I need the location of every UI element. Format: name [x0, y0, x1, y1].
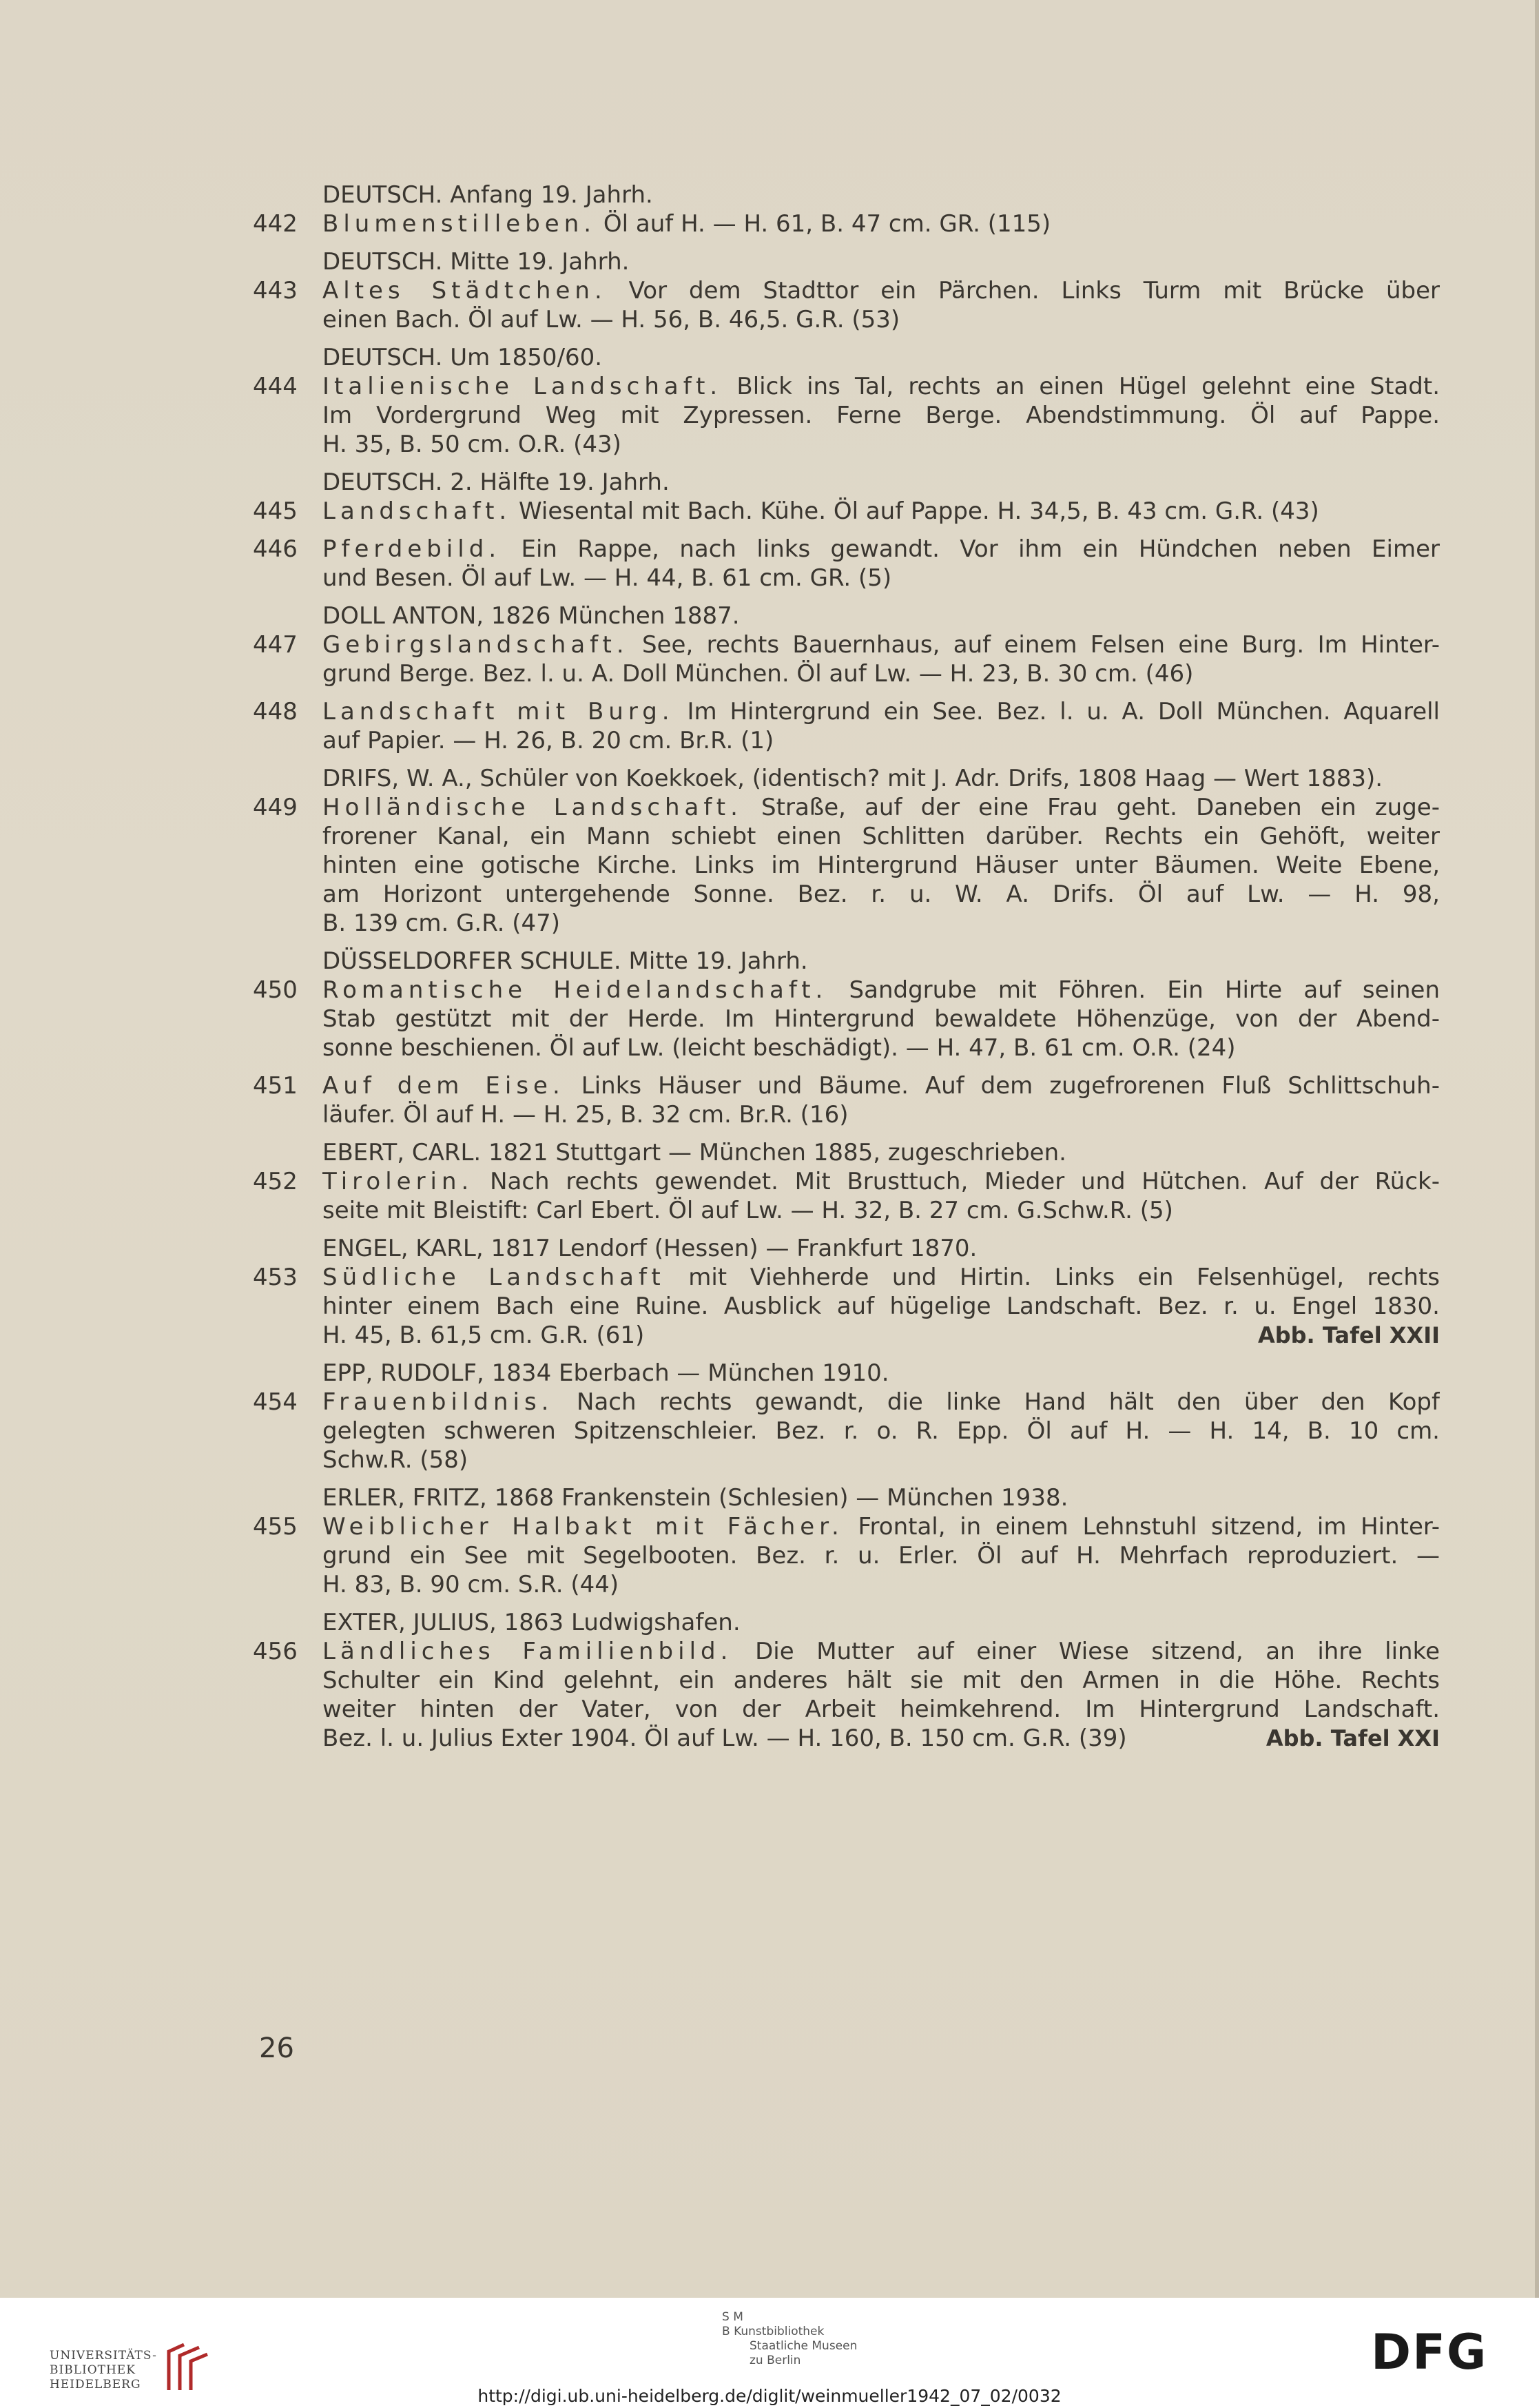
lot-number: 444	[253, 373, 298, 400]
library-mark-icon	[165, 2342, 213, 2391]
entry-line	[255, 909, 1440, 938]
viewer-footer	[0, 2298, 1539, 2408]
plate-reference: Abb. Tafel XXI	[1266, 1725, 1440, 1751]
artist-name: EPP, RUDOLF, 1834 Eberbach — München 1910.	[322, 1359, 889, 1387]
entry-line	[255, 372, 1440, 401]
artist-heading	[255, 468, 1440, 497]
entry-text: läufer. Öl auf H. — H. 25, B. 32 cm. Br.R. (16)	[322, 1101, 849, 1129]
artwork-title: Holländische Landschaft.	[322, 794, 743, 821]
entry-text: Im Vordergrund Weg mit Zypressen. Ferne Berge. Abendstimmung. Öl auf Pappe.	[322, 402, 1440, 429]
artwork-details: mit Viehherde und Hirtin. Links ein Felsenhügel, rechts	[665, 1264, 1440, 1291]
entry-text: H. 45, B. 61,5 cm. G.R. (61)	[322, 1321, 645, 1349]
artwork-title: Gebirgslandschaft.	[322, 631, 629, 659]
artist-name: DÜSSELDORFER SCHULE. Mitte 19. Jahrh.	[322, 947, 808, 975]
catalogue-entry	[255, 697, 1440, 755]
entry-line	[255, 1512, 1440, 1541]
entry-text: einen Bach. Öl auf Lw. — H. 56, B. 46,5. G.R. (53)	[322, 306, 900, 333]
catalogue-entry	[255, 247, 1440, 334]
artist-name: DOLL ANTON, 1826 München 1887.	[322, 602, 740, 630]
entry-line	[255, 1263, 1440, 1292]
catalogue-entry	[255, 1138, 1440, 1225]
entry-description	[322, 976, 1440, 1005]
entry-spacer	[255, 755, 1440, 764]
lot-number: 451	[253, 1072, 298, 1100]
entry-line	[255, 1637, 1440, 1666]
entry-line	[255, 401, 1440, 430]
entry-line	[255, 1071, 1440, 1100]
entry-spacer	[255, 1062, 1440, 1071]
catalogue-entry	[255, 601, 1440, 688]
entry-spacer	[255, 1350, 1440, 1359]
entry-text: Schulter ein Kind gelehnt, ein anderes hält sie mit den Armen in die Höhe. Rechts	[322, 1667, 1440, 1694]
artwork-title: Frauenbildnis.	[322, 1388, 554, 1416]
entry-line	[255, 1695, 1440, 1724]
entry-description	[322, 793, 1440, 822]
artwork-title: Weiblicher Halbakt mit Fächer.	[322, 1513, 844, 1541]
entry-description	[322, 1263, 1440, 1292]
lot-number: 447	[253, 631, 298, 659]
lot-number: 454	[253, 1388, 298, 1416]
catalogue-entry	[255, 535, 1440, 593]
catalogue-entry	[255, 468, 1440, 526]
artwork-title: Italienische Landschaft.	[322, 373, 723, 400]
entry-text: gelegten schweren Spitzenschleier. Bez. r. o. R. Epp. Öl auf H. — H. 14, B. 10 cm.	[322, 1417, 1440, 1445]
artist-heading	[255, 1359, 1440, 1388]
entry-line	[255, 276, 1440, 305]
entry-spacer	[255, 938, 1440, 947]
lot-number: 452	[253, 1168, 298, 1195]
artist-name: DRIFS, W. A., Schüler von Koekkoek, (identisch? mit J. Adr. Drifs, 1808 Haag — Wert 1883).	[322, 765, 1383, 792]
entry-line	[255, 305, 1440, 334]
entry-spacer	[255, 459, 1440, 468]
entry-line	[255, 697, 1440, 726]
dfg-logo-text: DFG	[1371, 2329, 1488, 2373]
lot-number: 453	[253, 1264, 298, 1291]
plate-reference: Abb. Tafel XXII	[1257, 1322, 1440, 1348]
artwork-details: Sandgrube mit Föhren. Ein Hirte auf seinen	[827, 976, 1440, 1004]
lot-number: 443	[253, 277, 298, 305]
entry-line	[255, 1196, 1440, 1225]
heidelberg-library-logo[interactable]	[23, 2318, 196, 2391]
artwork-details: Die Mutter auf einer Wiese sitzend, an ihre linke	[732, 1638, 1440, 1665]
entry-line	[255, 1005, 1440, 1033]
entry-text: H. 35, B. 50 cm. O.R. (43)	[322, 431, 621, 458]
entry-text: B. 139 cm. G.R. (47)	[322, 909, 561, 937]
artwork-title: Altes Städtchen.	[322, 277, 607, 305]
entry-line	[255, 535, 1440, 564]
lot-number: 445	[253, 497, 298, 525]
entry-line	[255, 822, 1440, 851]
entry-line	[255, 1724, 1440, 1753]
artwork-details: Ein Rappe, nach links gewandt. Vor ihm ein Hündchen neben Eimer	[501, 535, 1440, 563]
entry-line	[255, 1321, 1440, 1350]
entry-line	[255, 1292, 1440, 1321]
entry-line	[255, 497, 1440, 526]
entry-text: auf Papier. — H. 26, B. 20 cm. Br.R. (1)	[322, 727, 774, 754]
entry-spacer	[255, 1225, 1440, 1234]
artwork-title: Südliche Landschaft	[322, 1264, 665, 1291]
entry-line	[255, 430, 1440, 459]
entry-description	[322, 1167, 1440, 1196]
lot-number: 442	[253, 210, 298, 238]
artist-heading	[255, 1234, 1440, 1263]
entry-text: am Horizont untergehende Sonne. Bez. r. u. W. A. Drifs. Öl auf Lw. — H. 98,	[322, 881, 1440, 908]
entry-description	[322, 276, 1440, 305]
artist-name: ERLER, FRITZ, 1868 Frankenstein (Schlesien) — München 1938.	[322, 1484, 1068, 1512]
artist-heading	[255, 1138, 1440, 1167]
entry-line	[255, 1167, 1440, 1196]
entry-spacer	[255, 238, 1440, 247]
entry-spacer	[255, 1474, 1440, 1483]
entry-line	[255, 1100, 1440, 1129]
dfg-logo[interactable]	[1371, 2329, 1509, 2373]
artist-name: DEUTSCH. 2. Hälfte 19. Jahrh.	[322, 469, 670, 496]
entry-text: grund Berge. Bez. l. u. A. Doll München. Öl auf Lw. — H. 23, B. 30 cm. (46)	[322, 660, 1194, 688]
artwork-details: Öl auf H. — H. 61, B. 47 cm. GR. (115)	[596, 210, 1051, 238]
library-name: UNIVERSITÄTS- BIBLIOTHEK HEIDELBERG	[50, 2349, 157, 2391]
entry-description	[322, 1071, 1440, 1100]
lot-number: 448	[253, 698, 298, 726]
entry-line	[255, 1445, 1440, 1474]
entry-spacer	[255, 593, 1440, 601]
catalogue-entry	[255, 1483, 1440, 1599]
catalogue-entry	[255, 1359, 1440, 1474]
artist-heading	[255, 343, 1440, 372]
artist-heading	[255, 601, 1440, 630]
artist-heading	[255, 764, 1440, 793]
entry-line	[255, 1388, 1440, 1417]
entry-text: hinten eine gotische Kirche. Links im Hintergrund Häuser unter Bäumen. Weite Ebene,	[322, 852, 1440, 879]
entry-line	[255, 564, 1440, 593]
artwork-title: Tirolerin.	[322, 1168, 474, 1195]
artwork-title: Romantische Heidelandschaft.	[322, 976, 828, 1004]
catalogue-entries	[255, 181, 1440, 1753]
catalogue-entry	[255, 343, 1440, 459]
artist-heading	[255, 1483, 1440, 1512]
artwork-title: Landschaft.	[322, 497, 512, 525]
entry-text: H. 83, B. 90 cm. S.R. (44)	[322, 1571, 619, 1598]
entry-line	[255, 851, 1440, 880]
artwork-details: Im Hintergrund ein See. Bez. l. u. A. Doll München. Aquarell	[674, 698, 1440, 726]
artwork-title: Blumenstilleben.	[322, 210, 597, 238]
artwork-details: Nach rechts gewendet. Mit Brusttuch, Mieder und Hütchen. Auf der Rück-	[473, 1168, 1440, 1195]
catalogue-entry	[255, 1234, 1440, 1350]
entry-text: und Besen. Öl auf Lw. — H. 44, B. 61 cm. GR. (5)	[322, 564, 892, 592]
entry-spacer	[255, 1129, 1440, 1138]
entry-text: seite mit Bleistift: Carl Ebert. Öl auf Lw. — H. 32, B. 27 cm. G.Schw.R. (5)	[322, 1197, 1173, 1224]
artwork-title: Ländliches Familienbild.	[322, 1638, 733, 1665]
lot-number: 449	[253, 794, 298, 821]
entry-spacer	[255, 526, 1440, 535]
entry-text: Bez. l. u. Julius Exter 1904. Öl auf Lw. — H. 160, B. 150 cm. G.R. (39)	[322, 1725, 1127, 1752]
entry-text: frorener Kanal, ein Mann schiebt einen Schlitten darüber. Rechts ein Gehöft, weiter	[322, 823, 1440, 850]
entry-text: Stab gestützt mit der Herde. Im Hintergrund bewaldete Höhenzüge, von der Abend-	[322, 1005, 1440, 1033]
artist-name: EXTER, JULIUS, 1863 Ludwigshafen.	[322, 1609, 741, 1636]
lot-number: 450	[253, 976, 298, 1004]
lot-number: 446	[253, 535, 298, 563]
entry-line	[255, 726, 1440, 755]
entry-text: weiter hinten der Vater, von der Arbeit heimkehrend. Im Hintergrund Landschaft.	[322, 1696, 1440, 1723]
entry-text: Schw.R. (58)	[322, 1446, 468, 1474]
entry-line	[255, 880, 1440, 909]
artwork-details: Links Häuser und Bäume. Auf dem zugefrorenen Fluß Schlittschuh-	[564, 1072, 1440, 1100]
artist-name: DEUTSCH. Anfang 19. Jahrh.	[322, 181, 653, 209]
lot-number: 456	[253, 1638, 298, 1665]
catalogue-entry	[255, 947, 1440, 1062]
artist-heading	[255, 181, 1440, 209]
artwork-details: Straße, auf der eine Frau geht. Daneben ein zuge-	[742, 794, 1440, 821]
entry-description	[322, 1388, 1440, 1417]
entry-description	[322, 372, 1440, 401]
entry-description	[322, 697, 1440, 726]
entry-line	[255, 793, 1440, 822]
artwork-details: Vor dem Stadttor ein Pärchen. Links Turm mit Brücke über	[606, 277, 1440, 305]
artist-name: DEUTSCH. Mitte 19. Jahrh.	[322, 248, 630, 276]
artwork-title: Landschaft mit Burg.	[322, 698, 674, 726]
smb-kunstbibliothek-logo[interactable]: S M B Kunstbibliothek Staatliche Museen zu Berlin	[722, 2310, 858, 2367]
artwork-details: See, rechts Bauernhaus, auf einem Felsen eine Burg. Im Hinter-	[628, 631, 1440, 659]
entry-description	[322, 630, 1440, 659]
entry-text: hinter einem Bach eine Ruine. Ausblick auf hügelige Landschaft. Bez. r. u. Engel 1830.	[322, 1293, 1440, 1320]
artwork-details: Frontal, in einem Lehnstuhl sitzend, im Hinter-	[843, 1513, 1440, 1541]
catalogue-entry	[255, 1608, 1440, 1753]
artist-heading	[255, 947, 1440, 976]
permalink-url[interactable]: http://digi.ub.uni-heidelberg.de/diglit/weinmueller1942_07_02/0032	[477, 2386, 1062, 2406]
artist-heading	[255, 247, 1440, 276]
page-edge	[1535, 0, 1539, 2298]
entry-description	[322, 497, 1440, 526]
lot-number: 455	[253, 1513, 298, 1541]
entry-text: grund ein See mit Segelbooten. Bez. r. u. Erler. Öl auf H. Mehrfach reproduziert. —	[322, 1542, 1440, 1570]
entry-description	[322, 209, 1440, 238]
entry-spacer	[255, 334, 1440, 343]
entry-line	[255, 1570, 1440, 1599]
entry-spacer	[255, 1599, 1440, 1608]
catalogue-entry	[255, 1071, 1440, 1129]
page-number: 26	[259, 2033, 294, 2064]
entry-line	[255, 659, 1440, 688]
artist-name: DEUTSCH. Um 1850/60.	[322, 344, 603, 371]
entry-description	[322, 1512, 1440, 1541]
artist-name: EBERT, CARL. 1821 Stuttgart — München 1885, zugeschrieben.	[322, 1139, 1066, 1166]
catalogue-entry	[255, 764, 1440, 938]
entry-line	[255, 1666, 1440, 1695]
entry-line	[255, 630, 1440, 659]
artist-name: ENGEL, KARL, 1817 Lendorf (Hessen) — Frankfurt 1870.	[322, 1235, 978, 1262]
catalogue-entry	[255, 181, 1440, 238]
entry-line	[255, 209, 1440, 238]
artwork-details: Wiesental mit Bach. Kühe. Öl auf Pappe. H. 34,5, B. 43 cm. G.R. (43)	[511, 497, 1319, 525]
entry-description	[322, 1637, 1440, 1666]
artwork-details: Blick ins Tal, rechts an einen Hügel gelehnt eine Stadt.	[722, 373, 1440, 400]
artwork-title: Auf dem Eise.	[322, 1072, 565, 1100]
entry-spacer	[255, 688, 1440, 697]
entry-line	[255, 1417, 1440, 1445]
entry-line	[255, 1541, 1440, 1570]
artist-heading	[255, 1608, 1440, 1637]
entry-line	[255, 976, 1440, 1005]
entry-text: sonne beschienen. Öl auf Lw. (leicht beschädigt). — H. 47, B. 61 cm. O.R. (24)	[322, 1034, 1236, 1062]
entry-description	[322, 535, 1440, 564]
artwork-title: Pferdebild.	[322, 535, 502, 563]
artwork-details: Nach rechts gewandt, die linke Hand hält den über den Kopf	[553, 1388, 1440, 1416]
entry-line	[255, 1033, 1440, 1062]
